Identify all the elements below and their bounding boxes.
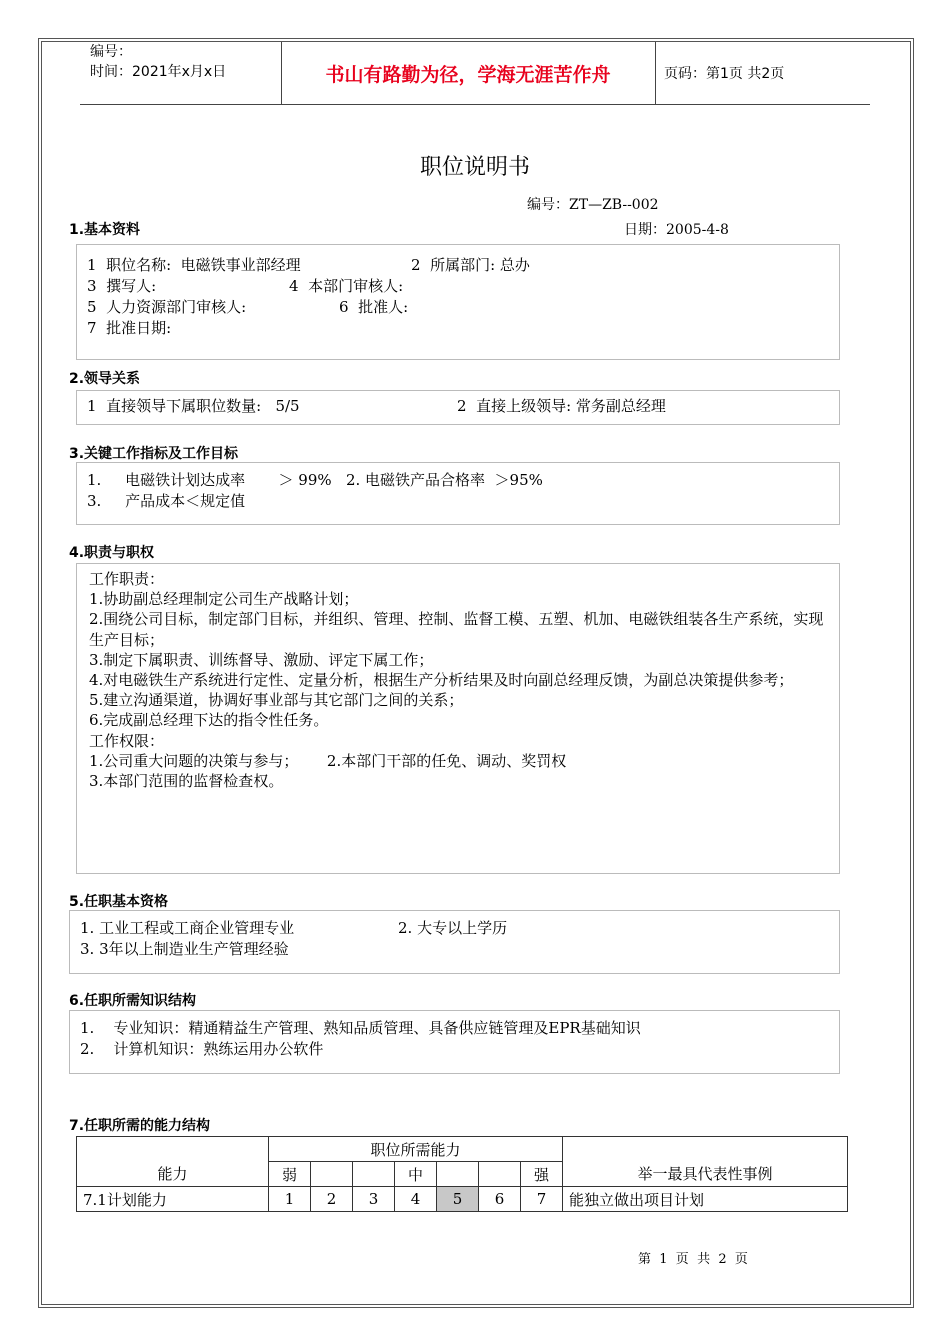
level-blank [437,1162,479,1187]
level-weak-label: 弱 [269,1162,311,1187]
level-blank [479,1162,521,1187]
direct-supervisor: 2 直接上级领导: 常务副总经理 [457,397,666,415]
knowledge-computer: 2. 计算机知识：熟练运用办公软件 [80,1040,324,1058]
level-cell: 2 [311,1187,353,1212]
document-title: 职位说明书 [419,155,530,180]
knowledge-professional: 1. 专业知识：精通精益生产管理、熟知品质管理、具备供应链管理及EPR基础知识 [80,1019,641,1037]
level-cell: 4 [395,1187,437,1212]
page-footer: 第 1 页 共 2 页 [638,1252,748,1267]
level-cell: 3 [353,1187,395,1212]
ability-table [76,1136,848,1212]
qualification-education: 2. 大专以上学历 [398,919,508,937]
ability-column-header: 能力 [77,1137,269,1187]
level-cell: 1 [269,1187,311,1212]
document-date: 日期：2005-4-8 [624,222,729,238]
ability-example: 能独立做出项目计划 [563,1187,848,1212]
level-blank [311,1162,353,1187]
kpi-line: 3. 产品成本＜规定值 [87,492,246,510]
level-strong-label: 强 [521,1162,563,1187]
direct-reports: 1 直接领导下属职位数量: 5/5 [87,397,300,415]
section-heading-duties: 4.职责与职权 [69,545,155,561]
qualifications-box [69,910,840,974]
approver: 6 批准人: [339,298,409,316]
kpi-line: 1. 电磁铁计划达成率 ＞ 99% 2. 电磁铁产品合格率 ＞95% [87,471,543,489]
duties-content [89,569,831,791]
required-ability-header: 职位所需能力 [269,1137,563,1162]
department: 2 所属部门: 总办 [411,256,530,274]
section-heading-reporting: 2.领导关系 [69,371,141,387]
level-cell: 7 [521,1187,563,1212]
power-item: 3.本部门范围的监督检查权。 [89,772,284,791]
section-heading-kpi: 3.关键工作指标及工作目标 [69,446,239,462]
header-left [90,42,226,104]
section-heading-qualifications: 5.任职基本资格 [69,894,169,910]
duty-item: 4.对电磁铁生产系统进行定性、定量分析，根据生产分析结果及时向副总经理反馈，为副总决策提供参考； [89,671,794,690]
level-blank [353,1162,395,1187]
example-column-header: 举一最具代表性事例 [563,1137,848,1187]
qualification-experience: 3. 3年以上制造业生产管理经验 [80,940,289,958]
powers-title: 工作权限： [89,731,165,750]
duty-item: 2.围绕公司目标，制定部门目标，并组织、管理、控制、监督工模、五塑、机加、电磁铁组装各生产系统，实现生产目标； [89,610,824,649]
header-divider [655,42,656,104]
position-name: 1 职位名称: 电磁铁事业部经理 [87,256,301,274]
knowledge-box [69,1010,840,1074]
header-time: 时间：2021年x月x日 [90,64,227,80]
duty-item: 1.协助副总经理制定公司生产战略计划； [89,590,359,609]
author: 3 撰写人: [87,277,157,295]
level-mid-label: 中 [395,1162,437,1187]
hr-reviewer: 5 人力资源部门审核人: [87,298,247,316]
header-rule [80,104,870,105]
header-page-info: 页码：第1页 共2页 [664,66,785,82]
header-number-label: 编号： [90,44,132,60]
ability-name: 7.1计划能力 [77,1187,269,1212]
section-heading-knowledge: 6.任职所需知识结构 [69,993,197,1009]
header-motto: 书山有路勤为径，学海无涯苦作舟 [325,64,611,86]
dept-reviewer: 4 本部门审核人: [289,277,404,295]
basic-info-box [76,244,840,360]
duties-title: 工作职责： [89,570,165,588]
power-item: 1.公司重大问题的决策与参与； 2.本部门干部的任免、调动、奖罚权 [89,751,567,770]
reporting-box [76,390,840,425]
table-row [77,1187,848,1212]
approval-date: 7 批准日期: [87,319,172,337]
duties-box [76,563,840,874]
duty-item: 5.建立沟通渠道，协调好事业部与其它部门之间的关系； [89,691,464,710]
kpi-box [76,462,840,525]
level-cell: 6 [479,1187,521,1212]
duty-item: 3.制定下属职责、训练督导、激励、评定下属工作； [89,650,434,669]
level-cell: 5 [437,1187,479,1212]
section-heading-abilities: 7.任职所需的能力结构 [69,1118,211,1134]
document-number: 编号：ZT—ZB--002 [527,197,659,213]
qualification-major: 1. 工业工程或工商企业管理专业 [80,919,295,937]
duty-item: 6.完成副总经理下达的指令性任务。 [89,711,329,730]
section-heading-basic-info: 1.基本资料 [69,222,141,238]
